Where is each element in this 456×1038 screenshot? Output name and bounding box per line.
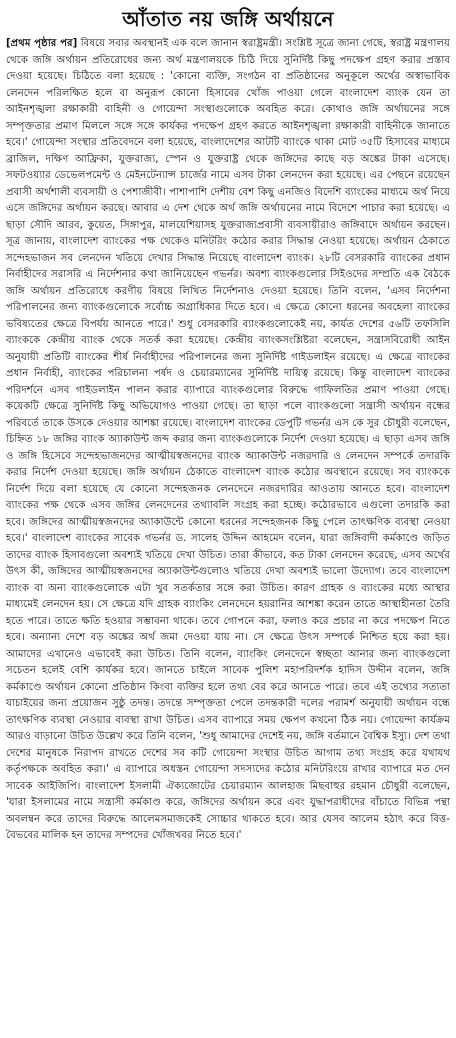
article-body-text: বিষয়ে সবার অবস্থানই এক বলে জানান স্বরাষ্ট্রমন্ত্রী। সংশ্লিষ্ট সূত্রে জানা গেছে, স্বরাষ্ট্র মন্ত্রণালয় থেকে জঙ্গি অর্থায়ন প্রতিরোধের জন্য অর্থ মন্ত্রণালয়কে চিঠি দিয়ে সুনির্দিষ্ট কিছু পদক্ষেপ গ্রহণ করার প্রস্তাব দেওয়া হয়েছে। চিঠিতে বলা হয়েছে : 'কোনো ব্যক্তি, সংগঠন বা প্রতিষ্ঠানের অনুকূলে অর্থের অস্বাভাবিক লেনদেন পরিলক্ষিত হলে বা অনুরূপ কোনো হিসাবের খোঁজ পাওয়া গেলে বাংলাদেশ ব্যাংক যেন তা আইনশৃঙ্খলা রক্ষাকারী বাহিনী ও গোয়েন্দা সংস্থাগুলোকে অবহিত করে। কোথাও জঙ্গি অর্থায়নের সঙ্গে সম্পৃক্ততার প্রমাণ মিললে সঙ্গে সঙ্গে কার্যকর পদক্ষেপ গ্রহণ করতে আইনশৃঙ্খলা রক্ষাকারী বাহিনীকে জানাতে হবে।' গোয়েন্দা সংস্থার প্রতিবেদনে বলা হয়েছে, বাংলাদেশের আটটি ব্যাংকে থাকা মোট ৩৫টি হিসাবের মাধ্যমে ব্রাজিল, দক্ষিণ আফ্রিকা, যুক্তরাজ্য, স্পেন ও যুক্তরাষ্ট্র থেকে জঙ্গিদের কাছে বড় অঙ্কের টাকা এসেছে। সফটওয়্যার ডেভেলপমেন্ট ও মেইনটেন্যান্স চার্জের নামে এসব টাকা লেনদেন করা হয়েছে। এর পেছনে রয়েছেন প্রবাসী অর্থশালী ব্যবসায়ী ও পেশাজীবী। পাশাপাশি দেশীয় বেশ কিছু এনজিও বিদেশি ব্যাংকের মাধ্যমে অর্থ নিয়ে এসে জঙ্গিদের অর্থায়ন করছে। আবার এ দেশ থেকে অর্থ জঙ্গি অর্থায়নের নামে বিদেশে পাচার করা হয়েছে। এ ছাড়া সৌদি আরব, কুয়েত, সিঙ্গাপুর, মালয়েশিয়াসহ যুক্তরাজ্যপ্রবাসী ব্যবসায়ীরাও জঙ্গিবাদে অর্থায়ন করছেন। সূত্র জানায়, বাংলাদেশ ব্যাংকের পক্ষ থেকেও মনিটরিং কঠোর করার সিদ্ধান্ত নেওয়া হয়েছে। অর্থায়ন ঠেকাতে সন্দেহভাজন সব লেনদেন খতিয়ে দেখার সিদ্ধান্ত নিয়েছে বাংলাদেশ ব্যাংক। ২৮টি বেসরকারি ব্যাংকের প্রধান নির্বাহীদের সরাসরি এ নির্দেশনার কথা জানিয়েছেন গভর্নর। অবশ্য ব্যাংকগুলোর সিইওদের সম্প্রতি এক বৈঠকে জঙ্গি অর্থায়ন প্রতিরোধে করণীয় বিষয়ে লিখিত নির্দেশনাও দেওয়া হয়েছে। তিনি বলেন, 'এসব নির্দেশনা পরিপালনের জন্য ব্যাংকগুলোকে সর্বোচ্চ অগ্রাধিকার দিতে হবে। এ ক্ষেত্রে কোনো ধরনের অবহেলা ব্যাংকের ভবিষ্যতের ক্ষেত্রে বিপর্যয় আনতে পারে।' শুধু বেসরকারি ব্যাংকগুলোকেই নয়, কার্যত দেশের ৫৬টি তফসিলি ব্যাংককে কেন্দ্রীয় ব্যাংক থেকে সতর্ক করা হয়েছে। কেন্দ্রীয় ব্যাংকসংশ্লিষ্টরা বলেছেন, সন্ত্রাসবিরোধী আইন অনুযায়ী প্রতিটি ব্যাংকের শীর্ষ নির্বাহীদের পরিপালনের জন্য সুনির্দিষ্ট গাইডলাইন রয়েছে। এ ক্ষেত্রে ব্যাংকের প্রধান নির্বাহী, ব্যাংকের পরিচালনা পর্ষদ ও চেয়ারম্যানের সুনির্দিষ্ট দায়িত্ব রয়েছে। কিন্তু বাংলাদেশ ব্যাংকের পরিদর্শনে এসব গাইডলাইন পালন করার ব্যাপারে ব্যাংকগুলোর বিরুদ্ধে গাফিলতির প্রমাণ পাওয়া গেছে। কয়েকটি ক্ষেত্রে সুনির্দিষ্ট কিছু অভিযোগও পাওয়া গেছে। তা ছাড়া পলে ব্যাংকগুলো সন্ত্রাসী অর্থায়ন বন্ধের পরিবর্তে তাকে উসকে দেওয়ার আশঙ্কা রয়েছে। বাংলাদেশ ব্যাংকের ডেপুটি গভর্নর এস কে সুর চৌধুরী বলেছেন, চিহ্নিত ১৮ জঙ্গির ব্যাংক অ্যাকাউন্ট জব্দ করার জন্য ব্যাংকগুলোকে নির্দেশ দেওয়া হয়েছে। এ ছাড়া এসব জঙ্গি ও জঙ্গি হিসেবে সন্দেহভাজনদের আত্মীয়স্বজনদের ব্যাংক অ্যাকাউন্ট নজরদারি ও লেনদেন সম্পর্কে তদারকি করার নির্দেশ দেওয়া হয়েছে। জঙ্গি অর্থায়ন ঠেকাতে বাংলাদেশ ব্যাংক কঠোর অবস্থানে রয়েছে। সব ব্যাংককে নির্দেশ দিয়ে বলা হয়েছে যে কোনো সন্দেহজনক লেনদেনে নজরদারির আওতায় আনতে হবে। বাংলাদেশ ব্যাংকের পক্ষ থেকে এসব জঙ্গির লেনদেনের তথ্যাবলি সংগ্রহ করা হচ্ছে। কঠোরভাবে এগুলো তদারকি করা হবে। জঙ্গিদের আত্মীয়স্বজনদের অ্যাকাউন্টে কোনো ধরনের সন্দেহজনক কিছু পেলে তাৎক্ষণিক ব্যবস্থা নেওয়া হবে।' বাংলাদেশ ব্যাংকের সাবেক গভর্নর ড. সালেহ উদ্দিন আহমেদ বলেন, যারা জঙ্গিবাদী কর্মকাণ্ডে জড়িত তাদের ব্যাংক হিসাবগুলো অবশ্যই খতিয়ে দেখা উচিত। তারা কীভাবে, কত টাকা লেনদেন করেছে, এসব অর্থের উৎস কী, জঙ্গিদের আত্মীয়স্বজনদের অ্যাকাউন্টগুলোও খতিয়ে দেখা অবশ্যই ভালো উদ্যোগ। তবে বাংলাদেশ ব্যাংক বা অন্য ব্যাংকগুলোকে এটা খুব সতর্কতার সঙ্গে করা উচিত। কারণ গ্রাহক ও ব্যাংকের মধ্যে আস্থার মাধ্যমেই লেনদেন হয়। সে ক্ষেত্রে যদি গ্রাহক ব্যাংকিং লেনদেনে হয়রানির আশঙ্কা করেন তাতে আস্থাহীনতা তৈরি হতে পারে। তাতে ক্ষতি হওয়ার সম্ভাবনা থাকে। তবে গোপনে করা, ফলাও করে প্রচার না করে পদক্ষেপ নিতে হবে। অন্যান্য দেশে বড় অঙ্কের অর্থ জমা দেওয়া যায় না। সে ক্ষেত্রে উৎস সম্পর্কে নিশ্চিত হয়ে করা হয়। আমাদের এখানেও এভাবেই করা উচিত। তিনি বলেন, ব্যাংকিং লেনদেনে স্বচ্ছতা আনার জন্য ব্যাংকগুলো সচেতন হলেই বেশি কার্যকর হবে। জানতে চাইলে সাবেক পুলিশ মহাপরিদর্শক হাদিস উদ্দীন বলেন, জঙ্গি কর্মকাণ্ডে অর্থায়ন কোনো প্রতিষ্ঠান কিংবা ব্যক্তির হলে তথ্য বের করে আনতে পারে। তবে এই তথ্যের সত্যতা যাচাইয়ের জন্য প্রয়োজন সুষ্ঠু তদন্ত। তদন্তে সম্পৃক্ততা পেলে তদন্তকারী দলের পরামর্শ অনুযায়ী অর্থায়ন বন্ধে তাৎক্ষণিক ব্যবস্থা নেওয়ার ব্যবস্থা রাখা উচিত। এসব ব্যাপারে সময় ক্ষেপণ কখনো ঠিক নয়। গোয়েন্দা কার্যক্রম আরও বাড়ানো উচিত উল্লেখ করে তিনি বলেন, 'শুধু আমাদের দেশেই নয়, জঙ্গি বর্তমানে বৈশ্বিক ইস্যু। দেশ তথা দেশের মানুষকে নিরাপদ রাখতে দেশের সব কটি গোয়েন্দা সংস্থার উচিত আগাম তথ্য সংগ্রহ করে যথাযথ কর্তৃপক্ষকে অবহিত করা।' এ ব্যাপারে অধস্তন গোয়েন্দা সদস্যদের কঠোর মনিটরিংয়ে রাখার ব্যাপারে মত দেন সাবেক আইজিপি। বাংলাদেশ ইসলামী ঐক্যজোটের চেয়ারম্যান আলহাজ মিছবাহুর রহমান চৌধুরী বলেছেন, 'যারা ইসলামের নামে সন্ত্রাসী কর্মকাণ্ড করে, জঙ্গিদের অর্থায়ন করে এবং যুদ্ধাপরাধীদের বাঁচাতে বিভিন্ন পন্থা অবলম্বন করে তাদের বিরুদ্ধে আলেমসমাজকেই সোচ্চার থাকতে হবে। আর যেসব আলেম হঠাৎ করে বিত্ত-বৈভবের মালিক হন তাদের সম্পদের খোঁজখবর নিতে হবে।' — [6, 38, 450, 841]
article-body — [6, 36, 450, 845]
continuation-tag: [প্রথম পৃষ্ঠার পর] — [6, 38, 78, 49]
article-headline: আঁতাত নয় জঙ্গি অর্থায়নে — [122, 7, 334, 31]
